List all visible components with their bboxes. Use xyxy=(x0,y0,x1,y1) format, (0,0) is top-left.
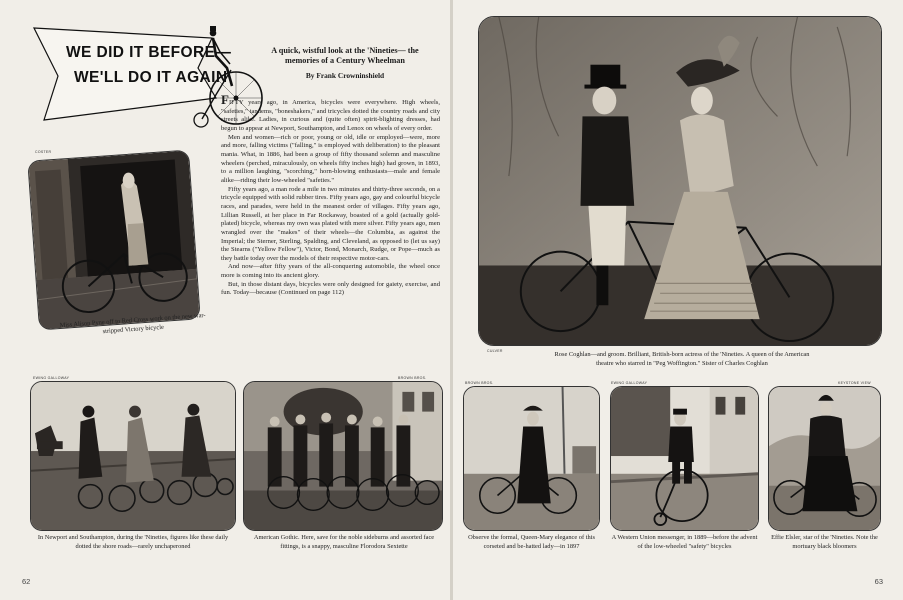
caption-messenger: A Western Union messenger, in 1889—before the advent of the low-wheeled "safety" bicycles xyxy=(611,534,758,550)
photo-queen-mary-lady xyxy=(463,386,600,531)
page-number-right: 63 xyxy=(874,577,883,586)
caption-newport: In Newport and Southampton, during the 'Nineties, figures like these daily dotted the shore roads—rarely unchaperoned xyxy=(37,534,229,550)
right-page xyxy=(453,0,903,600)
photo-western-union-messenger xyxy=(610,386,759,531)
paragraph-2: Men and women—rich or poor, young or old, idle or employed—were, more and more, falling victims ("falling," is employed with deliberation) to the pleasant mania. What, in 1886, had been a group of fifty thousand solemn and masculine wheelers (perched, miraculously, on wheels fifty inches high) had grown, in 1893, to a million laughing, "scorching," horn-blowing enthusiasts—male and female alike—riding their low-wheeled "safeties." xyxy=(221,133,440,184)
paragraph-4: And now—after fifty years of the all-conquering automobile, the wheel once more is coming into its ancient glory. xyxy=(221,263,440,280)
photo-credit-newport: EWING GALLOWAY xyxy=(33,376,70,380)
headline-line2: WE'LL DO IT AGAIN xyxy=(74,69,228,86)
page-number-left: 62 xyxy=(22,577,31,586)
photo-newport-ladies xyxy=(30,381,236,531)
left-page xyxy=(0,0,450,600)
paragraph-5: But, in those distant days, bicycles were only designed for gaiety, exercise, and fun. Today—because (Continued on page 112) xyxy=(221,280,440,297)
drop-cap: F xyxy=(221,92,229,107)
paragraph-1: FIFTY years ago, in America, bicycles were everywhere. High wheels, "safeties," tandems, "boneshakers," and tricycles dotted the country roads and city streets alike. Ladies, in curious and (quite often) spirit-blighting dresses, had begun to appear at Newport, Southampton, and Lenox on wheels of every order. xyxy=(221,92,440,132)
headline-line1: WE DID IT BEFORE— xyxy=(66,44,232,61)
subhead: A quick, wistful look at the 'Nineties— the memories of a Century Wheelman xyxy=(271,46,419,65)
photo-effie-elsler xyxy=(768,386,881,531)
caption-queenmary: Observe the formal, Queen-Mary elegance of this corseted and be-hatted lady—in 1897 xyxy=(468,534,595,550)
article-body xyxy=(221,92,440,298)
caption-coghlan: Rose Coghlan—and groom. Brilliant, British-born actress of the 'Nineties. A queen of the American theatre who starred in "Peg Woffington." Sister of Charles Coghlan xyxy=(554,351,810,367)
photo-credit-queenmary: BROWN BROS. xyxy=(465,381,494,385)
byline: By Frank Crowninshield xyxy=(305,71,385,80)
paragraph-3: Fifty years ago, a man rode a mile in two minutes and thirty-three seconds, on a tricycle equipped with solid rubber tires. Fifty years ago, gay and colourful bicycle races, and parades, were held in the meanest order of villages. Fifty years ago, Lillian Russell, at her place in Far Rockaway, boasted of a gold (actually gold-plated) bicycle, whereas my own was plated with mere silver. Fifty years ago, men wrangled over the "makes" of their wheels—the Columbia, as against the Imperial; the Sterner, Sterling, Spalding, and Cleveland, as opposed to (let us say) the Stearns ("Yellow Fellow"), Victor, Bond, Monarch, Rudge, or Pope—much as they battle today over the models of their respective motor-cars. xyxy=(221,185,440,262)
photo-credit-coghlan: CULVER xyxy=(487,349,503,353)
caption-pyne: Miss Alison Pyne off to Red Cross work on the new war-stripped Victory bicycle xyxy=(59,311,206,335)
photo-credit-gothic: BROWN BROS. xyxy=(398,376,427,380)
caption-gothic: American Gothic. Here, save for the noble sideburns and assorted face fittings, is a snappy, masculine Florodora Sextette xyxy=(253,534,435,550)
caption-elsler: Effie Elsler, star of the 'Nineties. Note the mortuary black bloomers xyxy=(771,534,878,550)
photo-american-gothic xyxy=(243,381,443,531)
photo-credit-messenger: EWING GALLOWAY xyxy=(611,381,648,385)
photo-credit-elsler: KEYSTONE VIEW xyxy=(838,381,871,385)
photo-rose-coghlan xyxy=(478,16,882,346)
photo-credit-pyne: COSTER xyxy=(35,150,52,154)
photo-alison-pyne xyxy=(27,150,200,331)
